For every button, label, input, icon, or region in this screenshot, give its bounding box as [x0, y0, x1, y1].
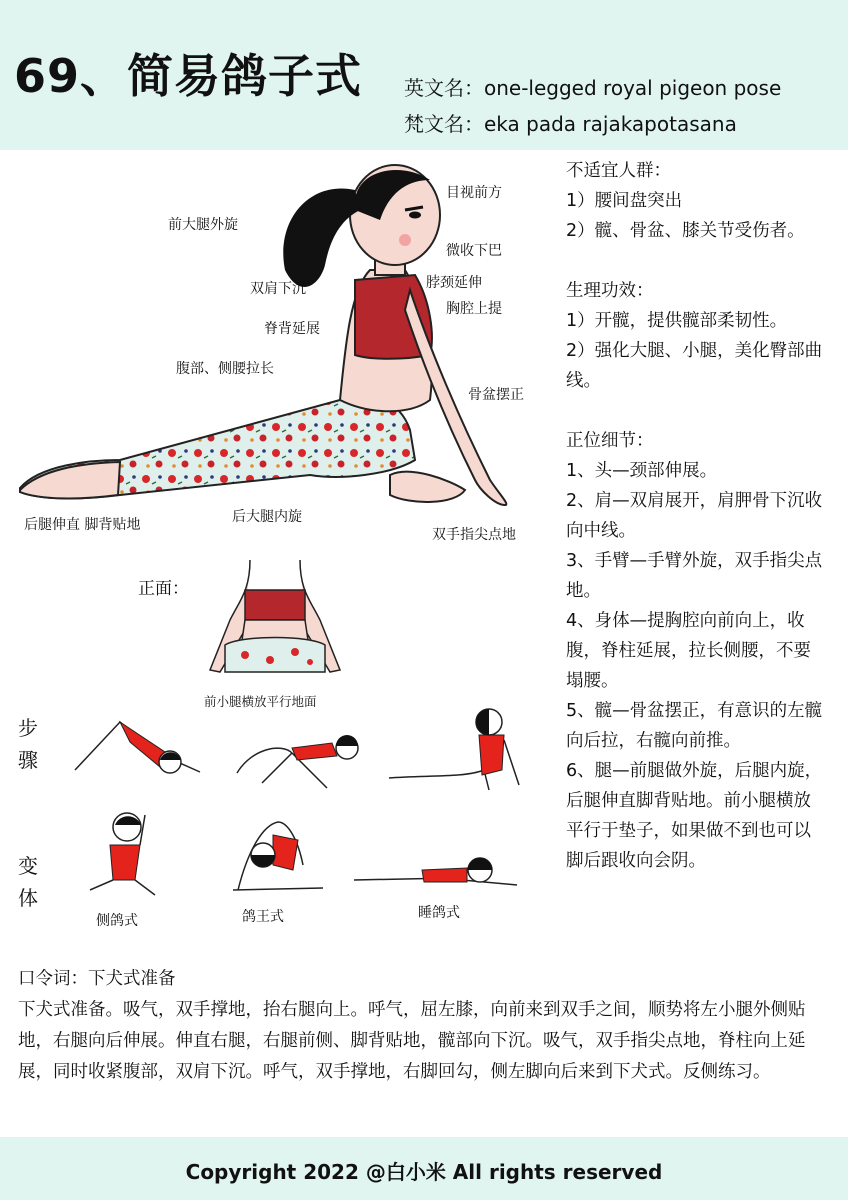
variation-label-2: 鸽王式: [242, 909, 284, 925]
step-1-figure: [70, 712, 210, 782]
sanskrit-name-line: [404, 108, 737, 137]
label-shoulders: 双肩下沉: [250, 281, 306, 297]
variation-side-pigeon-figure: [85, 805, 165, 905]
alignment-heading: 正位细节：: [566, 431, 654, 451]
cue-heading: 口令词：下犬式准备: [18, 969, 176, 989]
label-fingers: 双手指尖点地: [432, 527, 516, 543]
label-gaze: 目视前方: [446, 185, 502, 201]
variations-label: [18, 850, 42, 914]
label-pelvis: 骨盆摆正: [468, 387, 524, 403]
page-title: 69、简易鸽子式: [14, 49, 363, 103]
steps-label: [18, 712, 42, 776]
contraindication-item: 2）髋、骨盆、膝关节受伤者。: [566, 221, 805, 241]
alignment-item: 5、髋—骨盆摆正，有意识的左髋向后拉，右髋向前推。: [566, 701, 823, 751]
steps-label-char-1: 步: [18, 716, 38, 740]
pigeon-pose-illustration: [10, 160, 540, 520]
variation-label-3: 睡鸽式: [418, 905, 460, 921]
english-name: one-legged royal pigeon pose: [484, 76, 782, 100]
label-neck: 脖颈延伸: [426, 275, 482, 291]
sanskrit-name-label: 梵文名：: [404, 112, 484, 136]
variation-king-pigeon-figure: [228, 810, 328, 900]
variations-label-char-2: 体: [18, 886, 38, 910]
info-column: [566, 156, 828, 876]
copyright-text: Copyright 2022 @白小米 All rights reserved: [185, 1160, 663, 1184]
label-chest: 胸腔上提: [446, 301, 502, 317]
cue-text: 下犬式准备。吸气，双手撑地，抬右腿向上。呼气，屈左膝，向前来到双手之间，顺势将左小腿外侧贴地，右腿向后伸展。伸直右腿，右腿前侧、脚背贴地，髋部向下沉。吸气，双手指尖点地，脊柱向上延展，同时收紧腹部，双肩下沉。呼气，双手撑地，右脚回勾，侧左脚向后来到下犬式。反侧练习。: [18, 1000, 806, 1082]
variations-label-char-1: 变: [18, 854, 38, 878]
front-view-caption: 前小腿横放平行地面: [204, 694, 317, 709]
benefits-heading: 生理功效：: [566, 281, 654, 301]
step-2-figure: [232, 718, 372, 793]
benefit-item: 2）强化大腿、小腿，美化臀部曲线。: [566, 341, 823, 391]
front-view-label: 正面：: [138, 579, 189, 599]
step-3-figure: [384, 700, 534, 795]
english-name-label: 英文名：: [404, 76, 484, 100]
sanskrit-name: eka pada rajakapotasana: [484, 112, 737, 136]
label-chin: 微收下巴: [446, 243, 502, 259]
label-waist: 腹部、侧腰拉长: [176, 361, 274, 377]
alignment-item: 1、头—颈部伸展。: [566, 461, 718, 481]
contraindication-item: 1）腰间盘突出: [566, 191, 683, 211]
alignment-item: 3、手臂—手臂外旋，双手指尖点地。: [566, 551, 823, 601]
cue-section: [18, 964, 838, 1088]
benefit-item: 1）开髋，提供髋部柔韧性。: [566, 311, 788, 331]
alignment-item: 4、身体—提胸腔向前向上，收腹，脊柱延展，拉长侧腰，不要塌腰。: [566, 611, 811, 691]
label-front-thigh: 前大腿外旋: [168, 217, 238, 233]
english-name-line: [404, 72, 781, 101]
label-back: 脊背延展: [264, 321, 320, 337]
contraindications-heading: 不适宜人群：: [566, 161, 671, 181]
steps-label-char-2: 骤: [18, 748, 38, 772]
alignment-item: 6、腿—前腿做外旋，后腿内旋，后腿伸直脚背贴地。前小腿横放平行于垫子，如果做不到也可以脚后跟收向会阴。: [566, 761, 823, 871]
variation-label-1: 侧鸽式: [96, 913, 138, 929]
front-view-illustration: [200, 560, 350, 685]
label-back-thigh: 后大腿内旋: [232, 509, 302, 525]
label-back-leg: 后腿伸直 脚背贴地: [24, 517, 141, 533]
alignment-item: 2、肩—双肩展开，肩胛骨下沉收向中线。: [566, 491, 823, 541]
variation-sleeping-pigeon-figure: [352, 840, 522, 895]
